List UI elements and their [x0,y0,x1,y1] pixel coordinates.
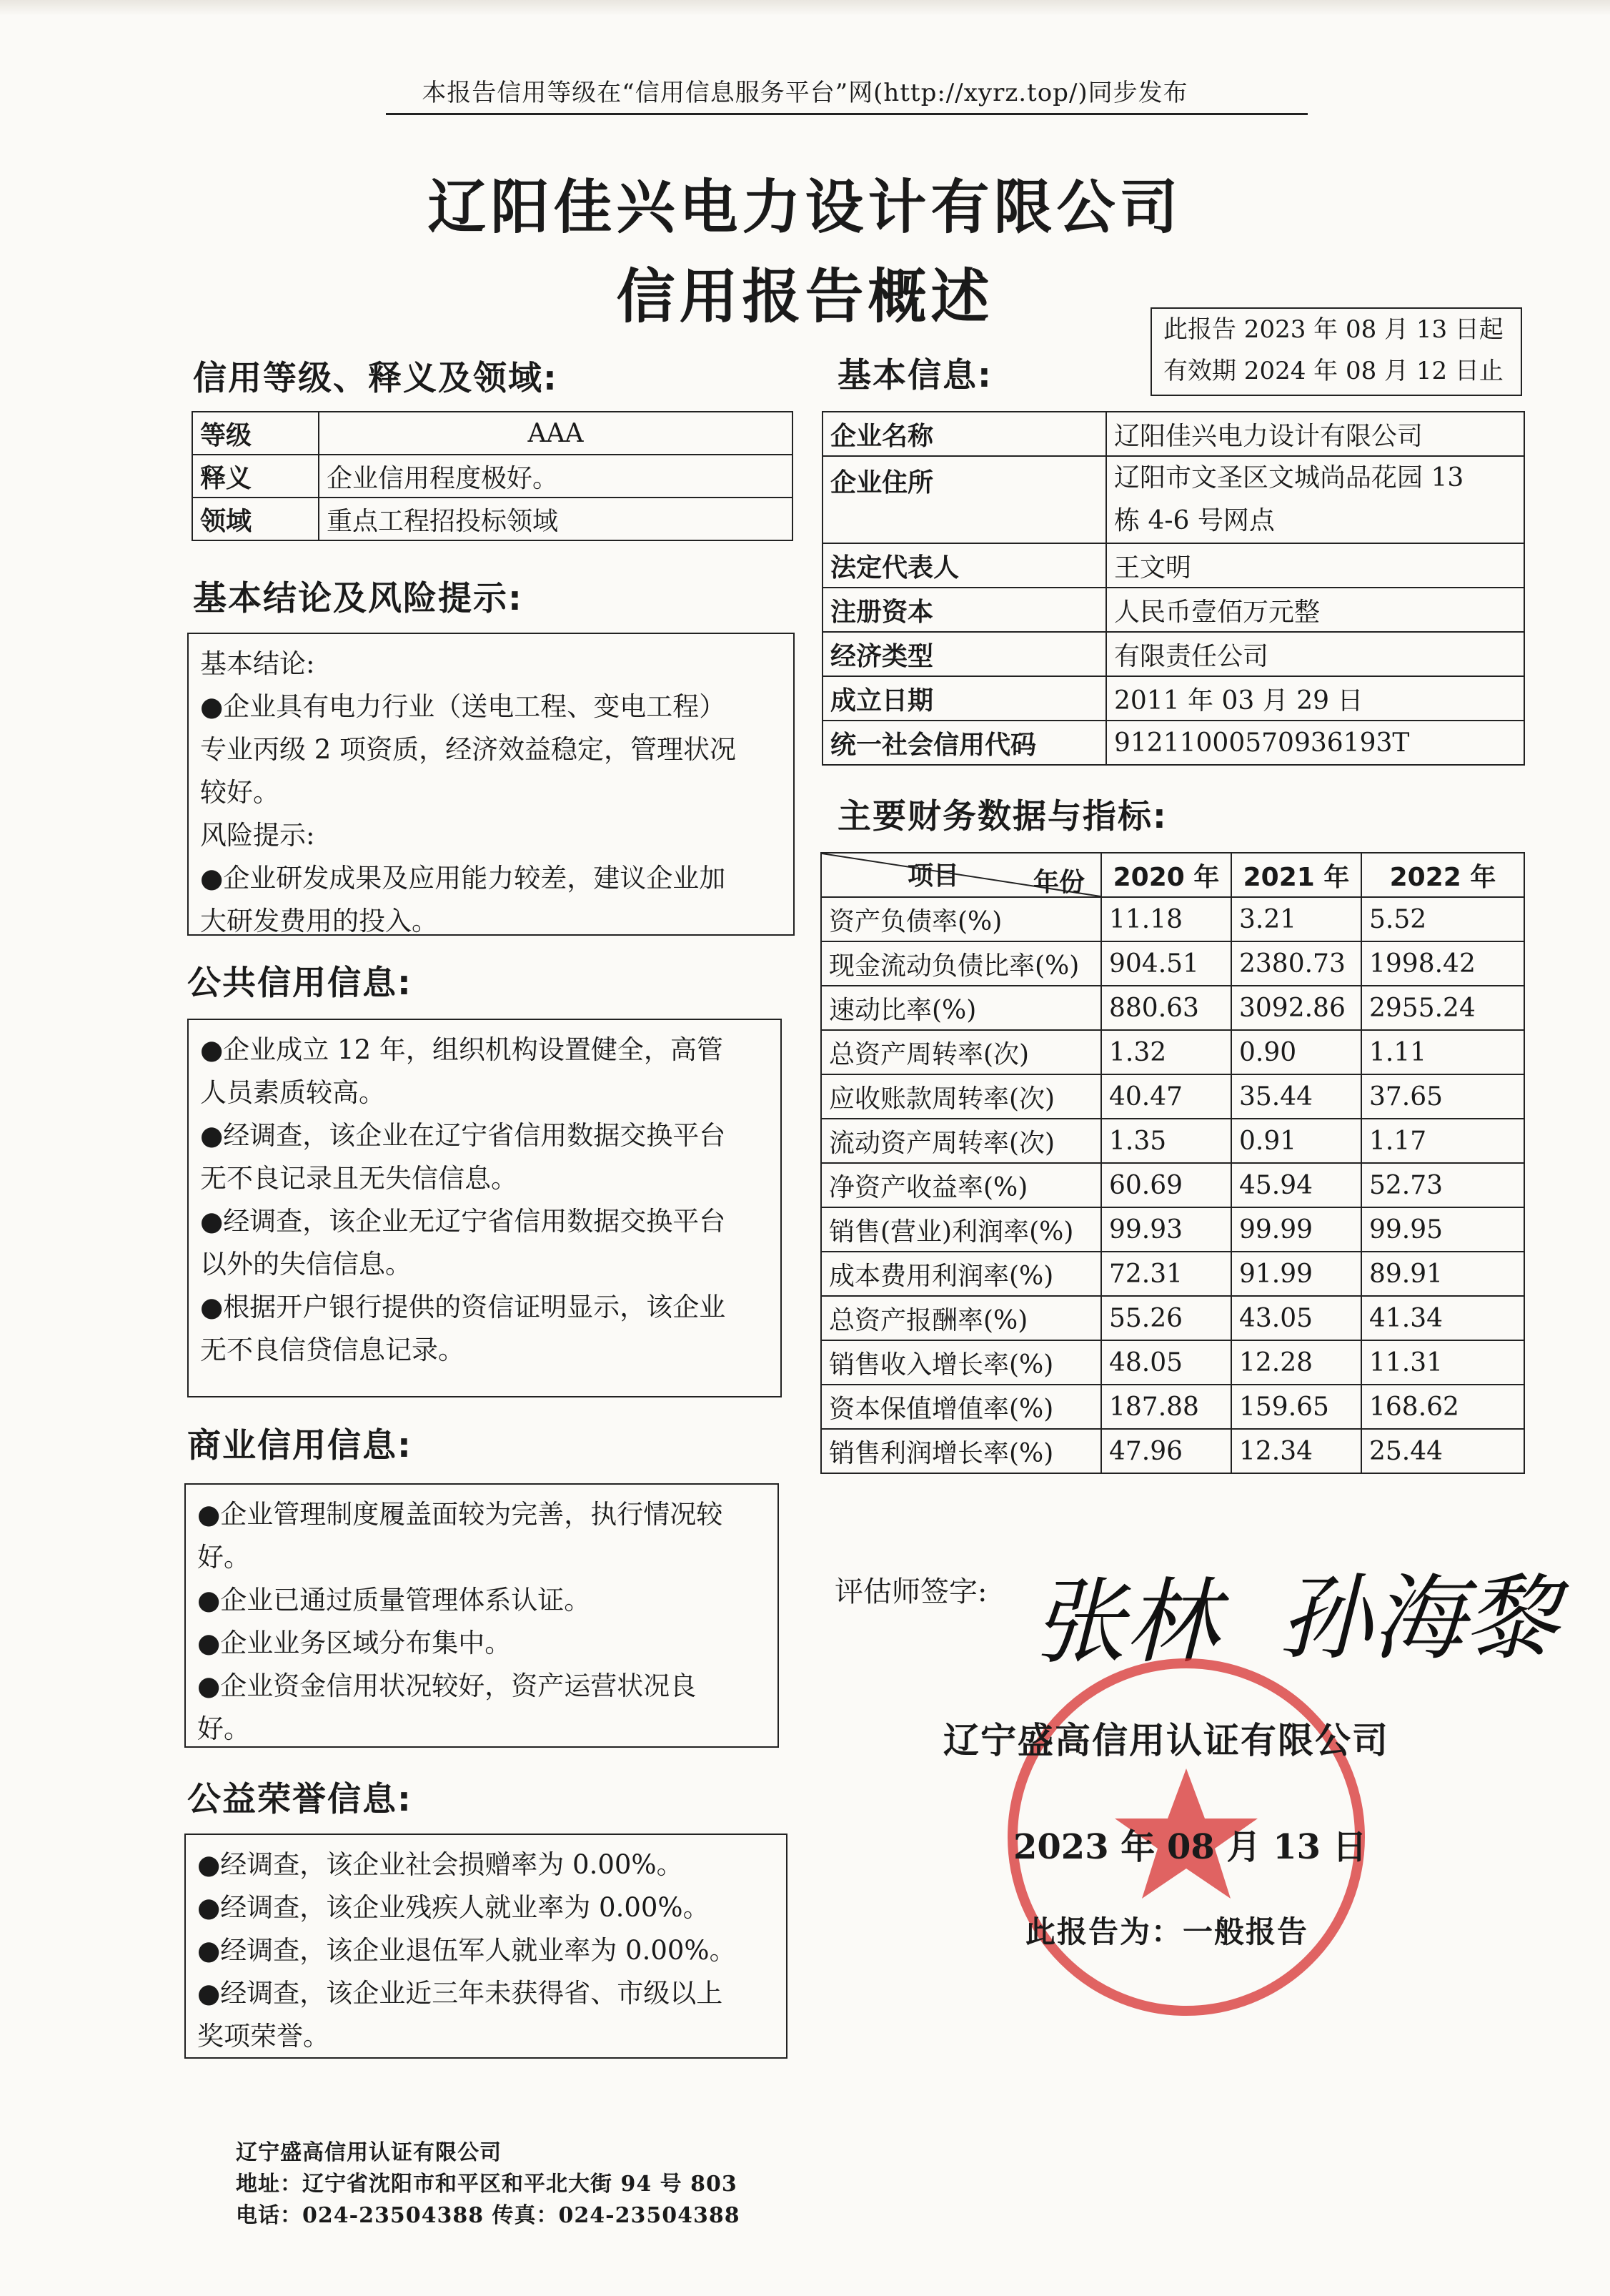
public-credit-line: ●企业成立 12 年，组织机构设置健全，高管 [200,1034,723,1065]
field-label: 领域 [192,498,319,540]
financial-value: 45.94 [1231,1163,1361,1207]
financial-item: 销售利润增长率(%) [821,1429,1101,1473]
financial-value: 25.44 [1361,1429,1524,1473]
financial-value: 60.69 [1101,1163,1231,1207]
conclusion-line: 较好。 [200,777,279,808]
footer-phone: 电话：024-23504388 传真：024-23504388 [236,2203,740,2228]
basic-info-heading: 基本信息: [838,356,993,395]
info-row [823,676,1524,721]
financial-value: 72.31 [1101,1252,1231,1296]
financial-value: 1.17 [1361,1119,1524,1163]
financial-item: 销售(营业)利润率(%) [821,1207,1101,1252]
financial-item: 现金流动负债比率(%) [821,941,1101,986]
conclusion-box [187,633,795,936]
financial-value: 11.18 [1101,897,1231,941]
info-value: 人民币壹佰万元整 [1106,588,1524,632]
signature-label: 评估师签字: [835,1575,988,1608]
signature-2: 孙海黎 [1279,1564,1559,1673]
corner-item-label: 项目 [908,861,960,891]
financial-row [821,1385,1524,1429]
commercial-credit-line: ●企业已通过质量管理体系认证。 [197,1585,591,1615]
financial-table [820,852,1525,1474]
financial-item: 总资产周转率(次) [821,1030,1101,1074]
financial-heading: 主要财务数据与指标: [838,797,1168,836]
honor-line: 奖项荣誉。 [197,2021,329,2052]
public-credit-heading: 公共信用信息: [187,964,412,1003]
financial-row [821,1207,1524,1252]
commercial-credit-line: ●企业管理制度履盖面较为完善，执行情况较 [197,1499,723,1530]
honor-box [184,1834,787,2059]
validity-start: 此报告 2023 年 08 月 13 日起 [1163,315,1504,344]
commercial-credit-line: 好。 [197,1713,250,1744]
financial-body [821,897,1524,1473]
financial-value: 187.88 [1101,1385,1231,1429]
info-label: 统一社会信用代码 [823,721,1106,765]
honor-line: ●经调查，该企业退伍军人就业率为 0.00%。 [197,1935,736,1966]
financial-row [821,941,1524,986]
financial-value: 904.51 [1101,941,1231,986]
year-header: 2021 年 [1231,853,1361,897]
corner-year-label: 年份 [1033,868,1085,897]
header-rule [386,113,1308,115]
financial-value: 48.05 [1101,1340,1231,1385]
financial-row [821,1119,1524,1163]
rating-table [192,411,793,541]
financial-value: 1.32 [1101,1030,1231,1074]
issue-date: 2023 年 08 月 13 日 [1013,1827,1367,1867]
meaning-value: 企业信用程度极好。 [319,455,792,498]
financial-row [821,1252,1524,1296]
honor-line: ●经调查，该企业近三年未获得省、市级以上 [197,1978,723,2009]
rating-row [192,412,792,455]
rating-value: AAA [319,412,792,455]
validity-end: 有效期 2024 年 08 月 12 日止 [1163,357,1504,385]
financial-value: 52.73 [1361,1163,1524,1207]
footer-company: 辽宁盛高信用认证有限公司 [236,2140,502,2165]
info-label: 企业名称 [823,412,1106,456]
financial-value: 99.93 [1101,1207,1231,1252]
financial-value: 5.52 [1361,897,1524,941]
info-row [823,721,1524,765]
info-label: 企业住所 [823,456,1106,543]
financial-item: 资产负债率(%) [821,897,1101,941]
financial-value: 159.65 [1231,1385,1361,1429]
public-credit-line: 无不良记录且无失信信息。 [200,1163,517,1194]
honor-line: ●经调查，该企业社会损赠率为 0.00%。 [197,1849,683,1880]
financial-item: 流动资产周转率(次) [821,1119,1101,1163]
financial-value: 35.44 [1231,1074,1361,1119]
info-row [823,588,1524,632]
financial-value: 1.35 [1101,1119,1231,1163]
financial-item: 应收账款周转率(次) [821,1074,1101,1119]
scan-edge [0,0,1610,16]
info-row [823,412,1524,456]
financial-row [821,897,1524,941]
address-line: 栋 4-6 号网点 [1114,506,1275,535]
public-credit-line: 无不良信贷信息记录。 [200,1335,464,1365]
honor-heading: 公益荣誉信息: [187,1780,412,1819]
conclusion-heading: 基本结论及风险提示: [193,579,523,618]
info-row [823,543,1524,588]
rating-label: 等级 [192,412,319,455]
financial-row [821,1429,1524,1473]
financial-value: 99.99 [1231,1207,1361,1252]
public-credit-line: ●经调查，该企业在辽宁省信用数据交换平台 [200,1120,726,1151]
financial-row [821,1340,1524,1385]
financial-item: 速动比率(%) [821,986,1101,1030]
year-header: 2020 年 [1101,853,1231,897]
commercial-credit-box [184,1483,779,1748]
commercial-credit-line: ●企业业务区域分布集中。 [197,1628,512,1658]
financial-item: 成本费用利润率(%) [821,1252,1101,1296]
financial-row [821,1163,1524,1207]
header-note: 本报告信用等级在“信用信息服务平台”网(http://xyrz.top/)同步发布 [422,79,1188,107]
financial-value: 12.28 [1231,1340,1361,1385]
report-type: 此报告为：一般报告 [1025,1914,1309,1949]
conclusion-line: ●企业具有电力行业（送电工程、变电工程） [200,691,726,722]
financial-value: 1.11 [1361,1030,1524,1074]
rating-row [192,498,792,540]
financial-value: 1998.42 [1361,941,1524,986]
info-value: 辽阳佳兴电力设计有限公司 [1106,412,1524,456]
footer-address: 地址：辽宁省沈阳市和平区和平北大街 94 号 803 [236,2172,737,2197]
financial-value: 99.95 [1361,1207,1524,1252]
financial-value: 2380.73 [1231,941,1361,986]
financial-value: 37.65 [1361,1074,1524,1119]
conclusion-line: 专业丙级 2 项资质，经济效益稳定，管理状况 [200,734,737,765]
financial-value: 168.62 [1361,1385,1524,1429]
financial-value: 43.05 [1231,1296,1361,1340]
commercial-credit-line: ●企业资金信用状况较好，资产运营状况良 [197,1671,697,1701]
rating-row [192,455,792,498]
financial-value: 91.99 [1231,1252,1361,1296]
info-value [1106,456,1524,543]
public-credit-line: 人员素质较高。 [200,1077,385,1108]
info-row [823,456,1524,543]
year-header: 2022 年 [1361,853,1524,897]
field-value: 重点工程招投标领域 [319,498,792,540]
info-value: 91211000570936193T [1106,721,1524,765]
info-label: 成立日期 [823,676,1106,721]
financial-value: 89.91 [1361,1252,1524,1296]
financial-value: 0.90 [1231,1030,1361,1074]
info-label: 法定代表人 [823,543,1106,588]
company-title: 辽阳佳兴电力设计有限公司 [427,174,1183,242]
address-line: 辽阳市文圣区文城尚品花园 13 [1114,463,1464,493]
corner-cell [821,853,1101,897]
financial-value: 47.96 [1101,1429,1231,1473]
info-value: 2011 年 03 月 29 日 [1106,676,1524,721]
validity-box [1151,307,1522,396]
financial-item: 净资产收益率(%) [821,1163,1101,1207]
info-value: 王文明 [1106,543,1524,588]
report-title: 信用报告概述 [616,263,994,331]
public-credit-box [187,1019,782,1397]
info-label: 注册资本 [823,588,1106,632]
issuer-company: 辽宁盛高信用认证有限公司 [943,1720,1389,1761]
info-row [823,632,1524,676]
financial-value: 0.91 [1231,1119,1361,1163]
financial-row [821,1030,1524,1074]
financial-value: 880.63 [1101,986,1231,1030]
financial-item: 总资产报酬率(%) [821,1296,1101,1340]
financial-value: 41.34 [1361,1296,1524,1340]
basic-info-table [822,411,1525,766]
public-credit-line: ●根据开户银行提供的资信证明显示，该企业 [200,1292,726,1322]
financial-row [821,1296,1524,1340]
commercial-credit-heading: 商业信用信息: [187,1426,412,1465]
conclusion-line: 大研发费用的投入。 [200,906,438,936]
financial-value: 2955.24 [1361,986,1524,1030]
financial-value: 3092.86 [1231,986,1361,1030]
financial-header-row [821,853,1524,897]
financial-value: 12.34 [1231,1429,1361,1473]
financial-value: 55.26 [1101,1296,1231,1340]
conclusion-line: 基本结论: [200,648,315,679]
rating-heading: 信用等级、释义及领域: [193,359,558,398]
financial-value: 11.31 [1361,1340,1524,1385]
meaning-label: 释义 [192,455,319,498]
commercial-credit-line: 好。 [197,1542,250,1573]
conclusion-line: ●企业研发成果及应用能力较差，建议企业加 [200,863,726,894]
signature-1: 张林 [1033,1568,1219,1676]
honor-line: ●经调查，该企业残疾人就业率为 0.00%。 [197,1892,710,1923]
financial-item: 销售收入增长率(%) [821,1340,1101,1385]
financial-item: 资本保值增值率(%) [821,1385,1101,1429]
public-credit-line: ●经调查，该企业无辽宁省信用数据交换平台 [200,1206,726,1237]
financial-value: 40.47 [1101,1074,1231,1119]
info-value: 有限责任公司 [1106,632,1524,676]
financial-value: 3.21 [1231,897,1361,941]
info-label: 经济类型 [823,632,1106,676]
public-credit-line: 以外的失信信息。 [200,1249,412,1280]
financial-row [821,1074,1524,1119]
conclusion-line: 风险提示: [200,820,315,851]
financial-row [821,986,1524,1030]
